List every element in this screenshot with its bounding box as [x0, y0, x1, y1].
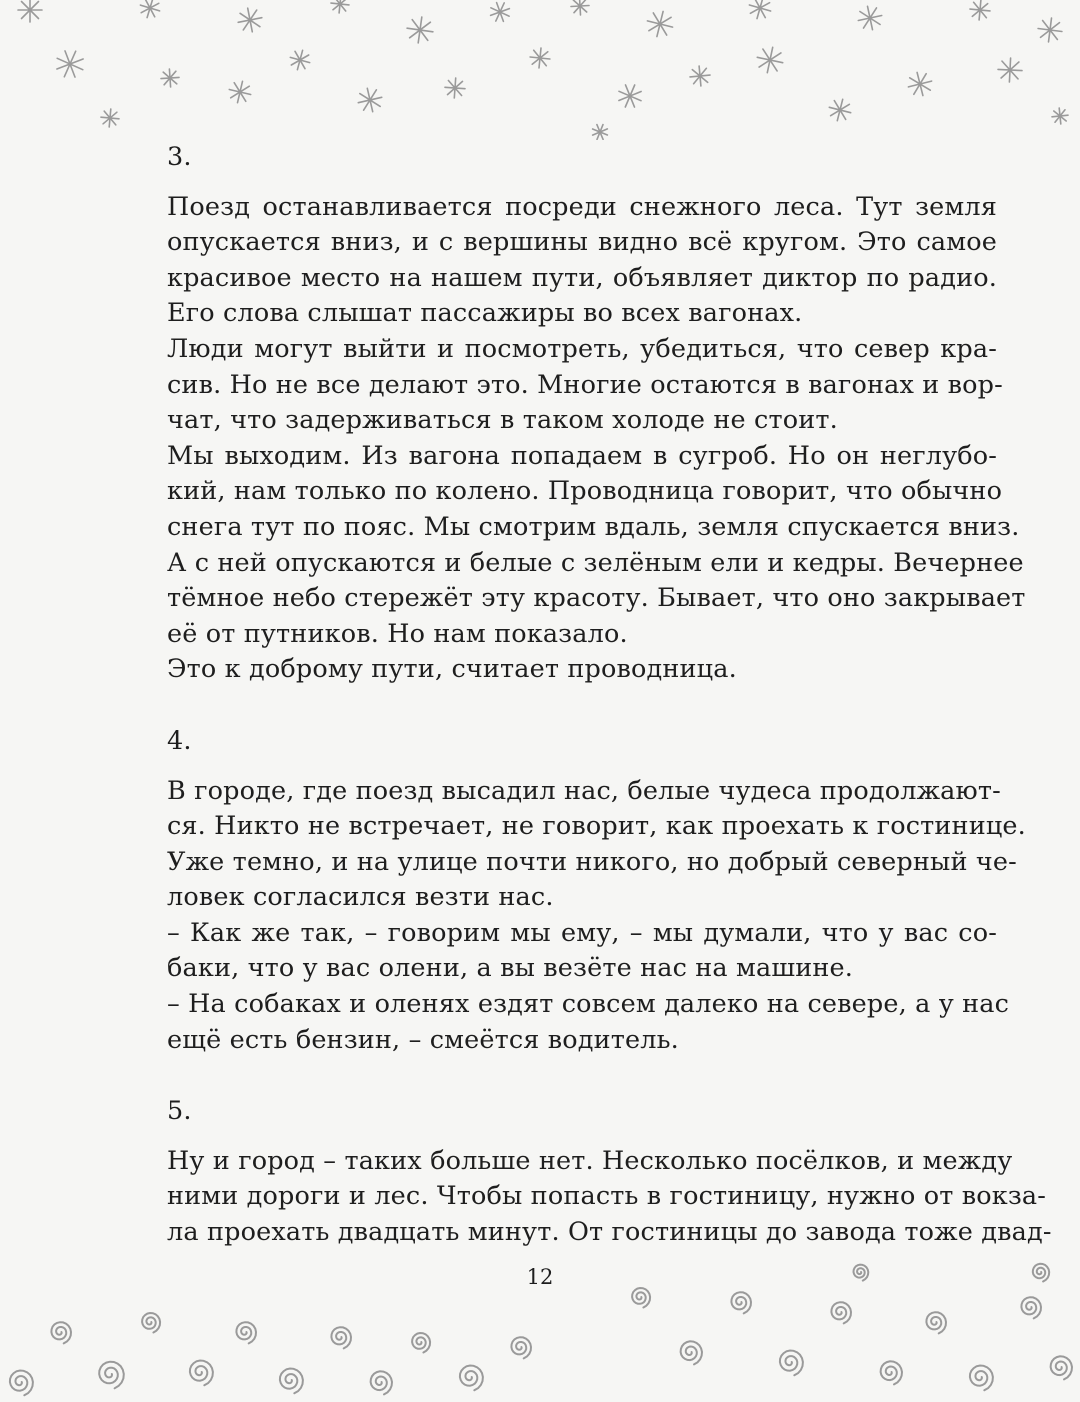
snowflake-icon — [358, 88, 381, 111]
snowflake-icon — [290, 50, 309, 69]
snowflake-icon — [445, 78, 465, 98]
section-4-number: 4. — [167, 725, 192, 756]
text-line: снега тут по пояс. Мы смотрим вдаль, земля спускается вниз. — [167, 511, 1020, 542]
swirl-icon — [371, 1371, 392, 1394]
swirl-icon — [99, 1362, 124, 1389]
swirl-icon — [460, 1366, 483, 1391]
snowflake-icon — [619, 85, 641, 107]
snowflake-icon — [593, 125, 608, 140]
swirl-icon — [1033, 1264, 1049, 1282]
swirl-icon — [854, 1265, 869, 1281]
snowflake-icon — [161, 69, 179, 87]
swirl-icon — [831, 1302, 851, 1323]
swirls-decoration — [0, 1262, 1080, 1402]
snowflake-icon — [829, 99, 850, 120]
text-line: ла проехать двадцать минут. От гостиницы до завода тоже двад- — [167, 1217, 1052, 1248]
snowflake-icon — [491, 3, 510, 22]
swirl-icon — [1021, 1297, 1041, 1318]
swirl-icon — [142, 1313, 160, 1333]
swirl-icon — [970, 1366, 993, 1391]
swirl-icon — [681, 1341, 702, 1364]
section-4-body — [167, 774, 1026, 1059]
text-line: Ну и город – таких больше нет. Несколько посёлков, и между — [167, 1145, 1013, 1176]
snowflake-icon — [690, 66, 710, 86]
swirl-icon — [331, 1327, 351, 1348]
text-line: Мы выходим. Из вагона попадаем в сугроб. Но он неглубо- — [167, 440, 997, 471]
snowflake-icon — [749, 0, 770, 19]
swirl-icon — [1051, 1356, 1072, 1379]
snowflake-icon — [1052, 108, 1068, 124]
swirl-icon — [731, 1292, 751, 1313]
snowflake-icon — [530, 48, 550, 68]
swirl-icon — [190, 1361, 213, 1386]
text-line: Поезд останавливается посреди снежного леса. Тут земля — [167, 191, 997, 222]
swirl-icon — [926, 1312, 946, 1333]
snowflake-icon — [757, 47, 782, 72]
text-line: ловек согласился везти нас. — [167, 882, 554, 913]
text-line: чат, что задерживаться в таком холоде не стоит. — [167, 405, 838, 436]
snowflakes-decoration — [0, 0, 1080, 140]
section-3-number: 3. — [167, 142, 192, 172]
swirl-icon — [881, 1361, 902, 1384]
snowflake-icon — [331, 0, 349, 13]
text-line: Это к доброму пути, считает проводница. — [167, 654, 737, 685]
section-3-body — [167, 190, 1026, 688]
snowflake-icon — [1038, 18, 1062, 42]
text-line: ними дороги и лес. Чтобы попасть в гостиницу, нужно от вокза- — [167, 1181, 1047, 1212]
swirl-icon — [280, 1369, 303, 1394]
snowflake-icon — [908, 72, 931, 95]
text-line: ся. Никто не встречает, не говорит, как проехать к гостинице. — [167, 811, 1026, 842]
text-line: ещё есть бензин, – смеётся водитель. — [167, 1024, 679, 1055]
text-line: – На собаках и оленях ездят совсем далеко на севере, а у нас — [167, 989, 1010, 1020]
snowflake-icon — [647, 11, 672, 36]
snowflake-icon — [140, 0, 159, 18]
snowflake-icon — [101, 109, 119, 127]
text-line: кий, нам только по колено. Проводница говорит, что обычно — [167, 476, 1003, 507]
swirl-icon — [632, 1288, 650, 1308]
text-line: Его слова слышат пассажиры во всех вагонах. — [167, 298, 803, 329]
snowflake-icon — [571, 0, 589, 15]
text-line: В городе, где поезд высадил нас, белые чудеса продолжают- — [167, 775, 1001, 806]
text-line: тёмное небо стережёт эту красоту. Бывает, что оно закрывает — [167, 583, 1026, 614]
text-line: опускается вниз, и с вершины видно всё кругом. Это самое — [167, 227, 997, 258]
text-line: баки, что у вас олени, а вы везёте нас на машине. — [167, 953, 854, 984]
snowflake-icon — [57, 51, 83, 77]
text-line: красивое место на нашем пути, объявляет диктор по радио. — [167, 262, 997, 293]
swirl-icon — [511, 1337, 531, 1358]
section-5-body — [167, 1144, 1052, 1251]
snowflake-icon — [229, 81, 250, 102]
text-line: сив. Но не все делают это. Многие остаются в вагонах и вор- — [167, 369, 1003, 400]
swirl-icon — [51, 1322, 71, 1343]
text-line: Уже темно, и на улице почти никого, но добрый северный че- — [167, 846, 1017, 877]
snowflake-icon — [858, 6, 881, 29]
snowflake-icon — [238, 8, 262, 32]
swirl-icon — [10, 1371, 33, 1396]
swirl-icon — [236, 1322, 256, 1343]
text-line: Люди могут выйти и посмотреть, убедиться, что север кра- — [167, 333, 997, 364]
page-number: 12 — [526, 1265, 554, 1289]
page-text — [167, 140, 1052, 1251]
text-line: А с ней опускаются и белые с зелёным ели и кедры. Вечернее — [167, 547, 1024, 578]
snowflake-icon — [998, 58, 1022, 82]
swirl-icon — [780, 1351, 803, 1376]
snowflake-icon — [970, 0, 990, 20]
swirl-icon — [412, 1333, 430, 1353]
text-line: – Как же так, – говорим мы ему, – мы думали, что у вас со- — [167, 917, 997, 948]
snowflake-icon — [18, 0, 42, 22]
section-5-number: 5. — [167, 1096, 192, 1127]
text-line: её от путников. Но нам показало. — [167, 618, 628, 649]
snowflake-icon — [407, 17, 433, 43]
